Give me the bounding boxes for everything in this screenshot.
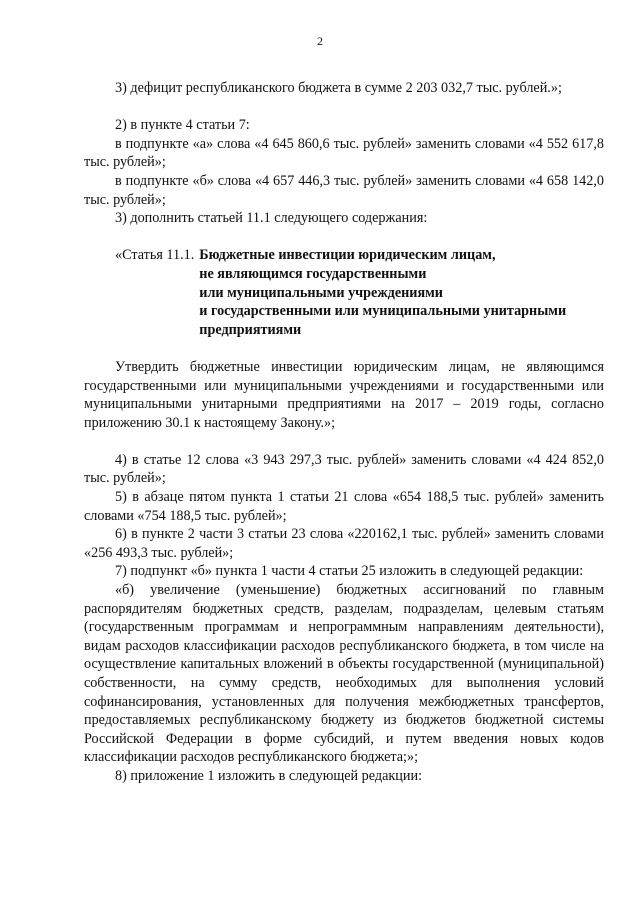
article-title [199, 246, 566, 339]
page-number: 2 [317, 34, 323, 48]
paragraph-deficit: 3) дефицит республиканского бюджета в сумме 2 203 032,7 тыс. рублей.»; [115, 80, 562, 96]
article-title-line: не являющимся государственными [199, 265, 427, 282]
article-title-line: предприятиями [199, 321, 302, 338]
paragraph-subitem-b: в подпункте «б» слова «4 657 446,3 тыс. рублей» заменить словами «4 658 142,0 тыс. рублей»; [84, 172, 604, 208]
paragraph-item-2: 2) в пункте 4 статьи 7: [115, 117, 250, 134]
article-label: «Статья 11.1. [115, 247, 195, 264]
paragraph-item-7: 7) подпункт «б» пункта 1 части 4 статьи 25 изложить в следующей редакции: [115, 563, 584, 580]
paragraph-item-6: 6) в пункте 2 части 3 статьи 23 слова «220162,1 тыс. рублей» заменить словами «256 493,3 тыс. рублей»; [84, 526, 604, 561]
paragraph-item-8: 8) приложение 1 изложить в следующей редакции: [115, 767, 423, 784]
article-heading [115, 246, 604, 339]
paragraph-approve: Утвердить бюджетные инвестиции юридическим лицам, не являющимся государственными или муниципальными учреждениями и государственными или муниципальными унитарными предприятиями на 2017 – 2019 годы, согласно приложению 30.1 к настоящему Закону.»; [84, 358, 604, 431]
paragraph-subitem-a: в подпункте «а» слова «4 645 860,6 тыс. рублей» заменить словами «4 552 617,8 тыс. рублей»; [84, 135, 604, 171]
article-title-line: Бюджетные инвестиции юридическим лицам, [199, 247, 496, 264]
paragraph-item-5: 5) в абзаце пятом пункта 1 статьи 21 слова «654 188,5 тыс. рублей» заменить словами «754 188,5 тыс. рублей»; [84, 489, 604, 524]
paragraph-item-3: 3) дополнить статьей 11.1 следующего содержания: [115, 210, 428, 227]
article-title-line: и государственными или муниципальными унитарными [199, 303, 567, 320]
paragraph-subitem-b-text: «б) увеличение (уменьшение) бюджетных ассигнований по главным распорядителям бюджетных средств, разделам, подразделам, целевым статьям (государственным программам и непрограммным направлениям деятельности), видам расходов классификации расходов республиканского бюджета, в том числе на осуществление капитальных вложений в объекты государственной (муниципальной) собственности, на сумму средств, необходимых для выполнения условий софинансирования, установленных для получения межбюджетных трансфертов, предоставляемых республиканскому бюджету из бюджетов бюджетной системы Российской Федерации в форме субсидий, и путем введения новых кодов классификации расходов республиканского бюджета;»; [84, 582, 604, 766]
document-body [84, 79, 604, 786]
article-title-line: или муниципальными учреждениями [199, 284, 443, 301]
paragraph-item-4: 4) в статье 12 слова «3 943 297,3 тыс. рублей» заменить словами «4 424 852,0 тыс. рублей»; [84, 451, 604, 487]
